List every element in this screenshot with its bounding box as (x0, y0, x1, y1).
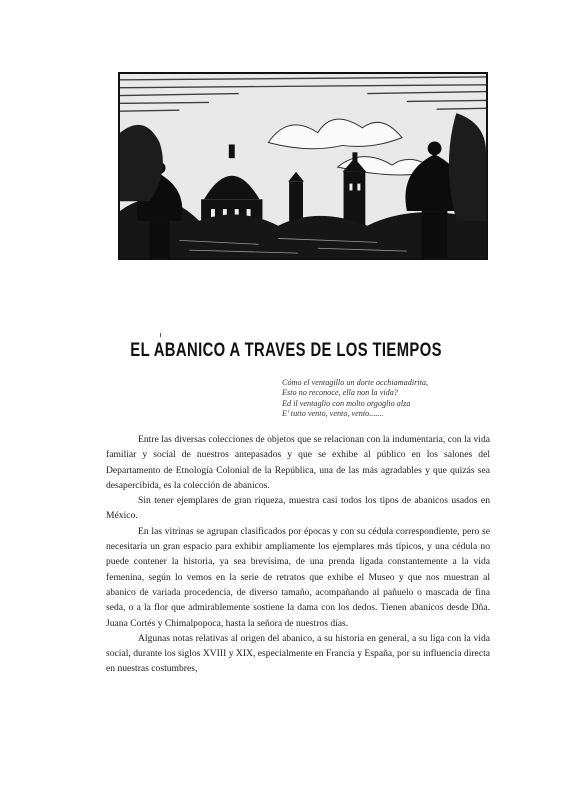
header-woodcut-illustration (118, 72, 488, 260)
article-body (106, 432, 490, 677)
epigraph-line: E' tutto vento, vento, vento....... (282, 409, 384, 419)
body-paragraph: Algunas notas relativas al origen del abanico, a su historia en general, a su liga con la vida social, durante los siglos XVIII y XIX, especialmente en Francia y España, por su influencia directa en nuestras costumbres, (106, 632, 490, 675)
print-mark (160, 333, 161, 337)
body-paragraph: Sin tener ejemplares de gran riqueza, muestra casi todos los tipos de abanicos usados en México. (106, 495, 490, 522)
article-title: EL ABANICO A TRAVES DE LOS TIEMPOS (130, 340, 442, 361)
body-paragraph: Entre las diversas colecciones de objetos que se relacionan con la indumentaria, con la vida familiar y social de nuestros antepasados y que se exhibe al público en los salones del Departamento de Etnología Colonial de la República, una de las más agradables y que quizás sea desapercibida, es la colección de abanicos. (106, 434, 490, 491)
woodcut-landscape-image (120, 74, 486, 258)
epigraph-verse (282, 378, 472, 420)
epigraph-line: Esto no reconoce, ella non la vida? (282, 388, 398, 398)
body-paragraph: En las vitrinas se agrupan clasificados por épocas y con su cédula correspondiente, pero se necesitaría un gran espacio para exhibir ampliamente los ejemplares más típicos, y una cédula no puede contener la historia, ya sea brevísima, de una prenda ligada constantemente a la vida femenina, según lo vemos en la serie de retratos que exhibe el Museo y que nos muestran al abanico de variada procedencia, de diverso tamaño, acompañando al pañuelo o mascada de fina seda, o a la flor que admirablemente sostiene la dama con los dedos. Tienen abanicos desde Dña. Juana Cortés y Chimalpopoca, hasta la señora de nuestros días. (106, 525, 490, 629)
epigraph-line: Ed il ventaglio con molto orgoglio alza (282, 398, 411, 408)
epigraph-line: Cómo el ventagillo un dorte occhiamadirita, (282, 378, 428, 387)
